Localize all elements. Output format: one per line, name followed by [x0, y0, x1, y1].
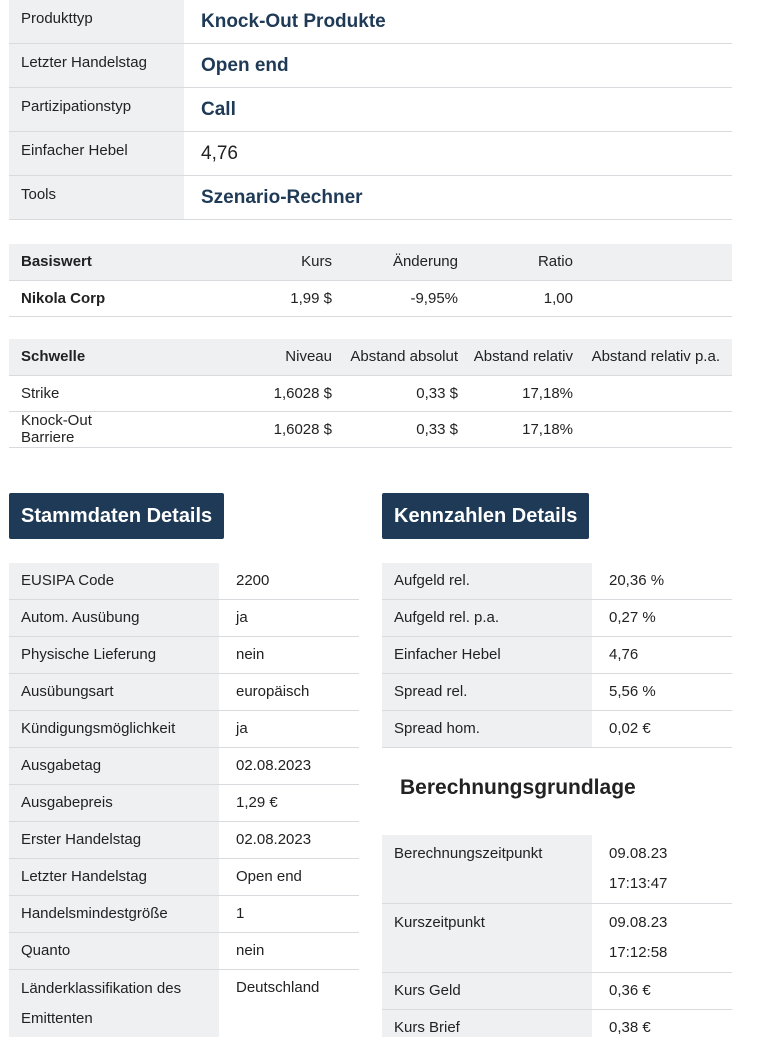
kv-value: 20,36 %: [609, 572, 665, 589]
kv-key: Ausübungsart: [9, 674, 219, 710]
threshold-abs: 0,33 $: [332, 411, 458, 447]
threshold-rel-pa: [573, 411, 732, 447]
list-item: [382, 600, 732, 637]
kv-value: Open end: [236, 868, 302, 885]
kv-key: EUSIPA Code: [9, 563, 219, 599]
kv-value: Deutschland: [236, 979, 320, 996]
product-info-table: [9, 0, 732, 220]
table-header-row: [9, 339, 732, 375]
threshold-niveau: 1,6028 $: [141, 375, 332, 411]
table-header-row: [9, 244, 732, 280]
list-item: [9, 785, 359, 822]
kv-key: Spread rel.: [382, 674, 592, 710]
table-row: [9, 411, 732, 447]
underlying-name-link[interactable]: Nikola Corp: [9, 280, 141, 316]
kv-value: 5,56 %: [609, 683, 656, 700]
kv-key: Ausgabetag: [9, 748, 219, 784]
kv-value: 02.08.2023: [236, 757, 312, 774]
kv-value: 02.08.2023: [236, 831, 312, 848]
list-item: [9, 674, 359, 711]
berechnung-list: [382, 835, 732, 1037]
kv-value: 1,29 €: [236, 794, 278, 811]
col-header-abstand-relativ-pa: Abstand relativ p.a.: [573, 339, 732, 375]
kv-value: 0,36 €: [609, 982, 651, 999]
kv-value: 0,38 €: [609, 1019, 651, 1036]
info-label: Partizipationstyp: [9, 88, 184, 131]
kv-key: Kurs Brief: [382, 1010, 592, 1037]
kv-key: Kurszeitpunkt: [382, 904, 592, 972]
threshold-rel: 17,18%: [458, 375, 573, 411]
letzter-handelstag-link[interactable]: Open end: [201, 55, 289, 76]
col-header-abstand-absolut: Abstand absolut: [332, 339, 458, 375]
kennzahlen-list: [382, 563, 732, 748]
kv-key: Kündigungsmöglichkeit: [9, 711, 219, 747]
info-row-letzter-handelstag: [9, 44, 732, 88]
table-row: [9, 375, 732, 411]
list-item: [9, 859, 359, 896]
threshold-niveau: 1,6028 $: [141, 411, 332, 447]
kv-value: europäisch: [236, 683, 310, 700]
stammdaten-details-button[interactable]: Stammdaten Details: [9, 493, 224, 539]
kv-value: 2200: [236, 572, 270, 589]
info-label: Produkttyp: [9, 0, 184, 43]
kv-value: ja: [236, 609, 248, 626]
stammdaten-list: [9, 563, 359, 1037]
underlying-kurs: 1,99 $: [141, 280, 332, 316]
threshold-name: Strike: [9, 375, 141, 411]
info-row-einfacher-hebel: [9, 132, 732, 176]
list-item: [382, 637, 732, 674]
col-header-abstand-relativ: Abstand relativ: [458, 339, 573, 375]
col-header-schwelle: Schwelle: [9, 339, 141, 375]
kv-value: 0,02 €: [609, 720, 651, 737]
threshold-rel: 17,18%: [458, 411, 573, 447]
list-item: [382, 904, 732, 973]
list-item: [9, 748, 359, 785]
partizipationstyp-link[interactable]: Call: [201, 99, 236, 120]
list-item: [382, 835, 732, 904]
underlying-ratio: 1,00: [458, 280, 573, 316]
info-label: Tools: [9, 176, 184, 219]
szenario-rechner-link[interactable]: Szenario-Rechner: [201, 187, 363, 208]
empty-cell: [573, 280, 732, 316]
info-row-partizipationstyp: [9, 88, 732, 132]
list-item: [382, 563, 732, 600]
threshold-rel-pa: [573, 375, 732, 411]
col-header-ratio: Ratio: [458, 244, 573, 280]
kv-key: Physische Lieferung: [9, 637, 219, 673]
list-item: [382, 1010, 732, 1037]
info-label: Letzter Handelstag: [9, 44, 184, 87]
kv-value: nein: [236, 646, 265, 663]
kv-key: Autom. Ausübung: [9, 600, 219, 636]
kv-value: 4,76: [609, 646, 639, 663]
produkttyp-link[interactable]: Knock-Out Produkte: [201, 11, 386, 32]
info-row-tools: [9, 176, 732, 220]
underlying-table: [9, 244, 732, 317]
col-header-empty: [573, 244, 732, 280]
berechnungsgrundlage-heading: Berechnungsgrundlage: [400, 776, 636, 799]
info-label: Einfacher Hebel: [9, 132, 184, 175]
threshold-table: [9, 339, 732, 448]
kv-value: ja: [236, 720, 248, 737]
table-row: [9, 280, 732, 316]
list-item: [9, 600, 359, 637]
col-header-aenderung: Änderung: [332, 244, 458, 280]
kv-value: 1: [236, 905, 245, 922]
list-item: [9, 896, 359, 933]
einfacher-hebel-value: 4,76: [201, 143, 238, 164]
kv-value: 09.08.23 17:13:47: [609, 845, 668, 892]
list-item: [9, 637, 359, 674]
col-header-niveau: Niveau: [141, 339, 332, 375]
kv-key: Aufgeld rel.: [382, 563, 592, 599]
underlying-change: -9,95%: [332, 280, 458, 316]
kv-key: Quanto: [9, 933, 219, 969]
kennzahlen-details-button[interactable]: Kennzahlen Details: [382, 493, 589, 539]
kv-value: 0,27 %: [609, 609, 656, 626]
col-header-kurs: Kurs: [141, 244, 332, 280]
list-item: [9, 933, 359, 970]
kv-key: Kurs Geld: [382, 973, 592, 1009]
kv-key: Spread hom.: [382, 711, 592, 747]
kv-key: Erster Handelstag: [9, 822, 219, 858]
list-item: [9, 822, 359, 859]
kv-key: Ausgabepreis: [9, 785, 219, 821]
kv-value: nein: [236, 942, 265, 959]
list-item: [382, 711, 732, 748]
kv-value: 09.08.23 17:12:58: [609, 914, 668, 961]
col-header-basiswert: Basiswert: [9, 244, 141, 280]
list-item: [382, 674, 732, 711]
list-item: [9, 711, 359, 748]
list-item: [9, 563, 359, 600]
threshold-name: Knock-Out Barriere: [9, 411, 141, 447]
info-row-produkttyp: [9, 0, 732, 44]
list-item: [9, 970, 359, 1037]
kv-key: Einfacher Hebel: [382, 637, 592, 673]
list-item: [382, 973, 732, 1010]
kv-key: Letzter Handelstag: [9, 859, 219, 895]
threshold-abs: 0,33 $: [332, 375, 458, 411]
kv-key: Berechnungszeitpunkt: [382, 835, 592, 903]
kv-key: Länderklassifikation des Emittenten: [9, 970, 219, 1037]
kv-key: Aufgeld rel. p.a.: [382, 600, 592, 636]
kv-key: Handelsmindestgröße: [9, 896, 219, 932]
